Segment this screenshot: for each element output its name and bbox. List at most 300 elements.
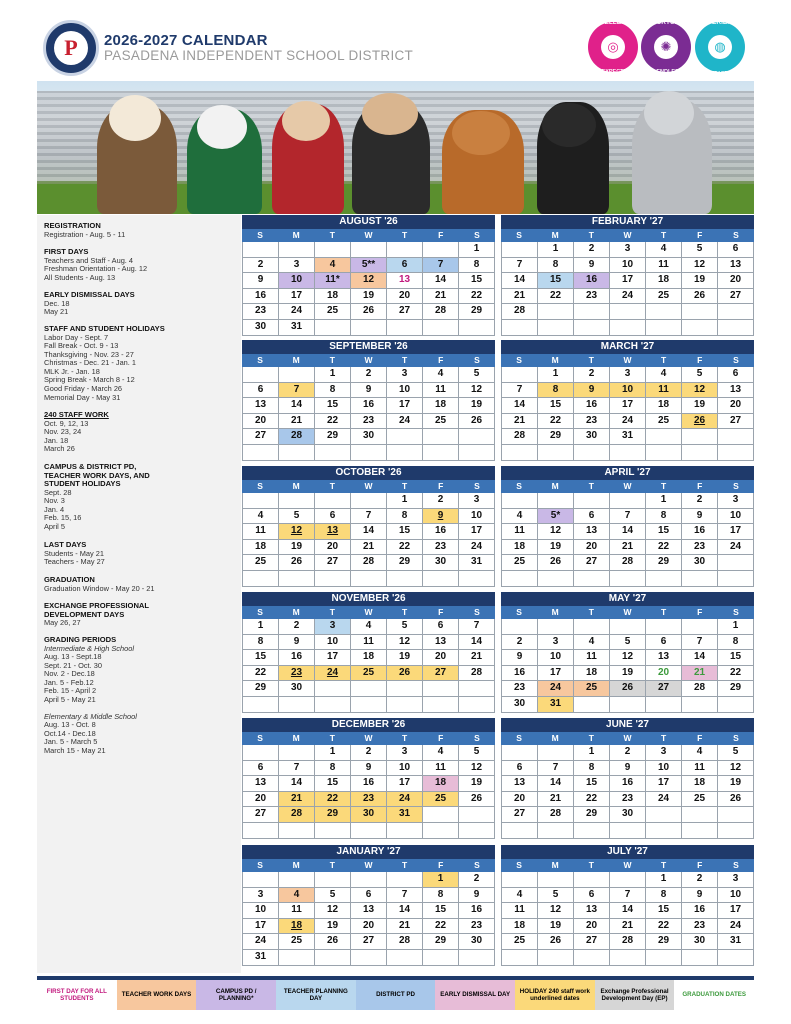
- section-line: MLK Jr. - Jan. 18: [44, 366, 100, 376]
- badge-bottom-text: THE EXTRAORDINARY: [695, 70, 745, 75]
- day-cell: 17: [610, 273, 646, 289]
- weekday-label: T: [402, 860, 408, 870]
- experience-badge: [695, 19, 745, 75]
- day-cell: [279, 445, 315, 461]
- day-cell: 15: [538, 273, 574, 289]
- section-line: Aug. 13 - Oct. 8: [44, 720, 96, 730]
- day-cell: 11*: [315, 273, 351, 289]
- week-row: [501, 823, 754, 839]
- day-cell: 6: [718, 367, 754, 383]
- weekday-label: W: [364, 355, 373, 365]
- day-cell: 15: [538, 398, 574, 414]
- day-cell: [279, 823, 315, 839]
- day-cell: 15: [646, 524, 682, 540]
- legend-campus-pd: CAMPUS PD / PLANNING*: [196, 980, 276, 1010]
- day-cell: 5*: [538, 509, 574, 525]
- day-cell: 11: [423, 761, 459, 777]
- day-cell: 7: [423, 258, 459, 274]
- day-cell: 21: [682, 666, 718, 682]
- section-heading: EXCHANGE PROFESSIONAL DEVELOPMENT DAYS: [44, 601, 149, 619]
- week-row: [242, 242, 495, 258]
- weekday-label: S: [474, 481, 480, 491]
- day-cell: 1: [315, 367, 351, 383]
- weekday-label: W: [623, 355, 632, 365]
- week-row: [501, 888, 754, 904]
- day-cell: 13: [574, 524, 610, 540]
- day-cell: [682, 429, 718, 445]
- day-cell: [610, 493, 646, 509]
- day-cell: 10: [718, 509, 754, 525]
- weekday-label: M: [551, 860, 559, 870]
- section-grading: [44, 636, 240, 756]
- weekday-label: W: [623, 607, 632, 617]
- day-cell: 4: [315, 258, 351, 274]
- day-cell: 11: [279, 903, 315, 919]
- day-cell: [242, 872, 279, 888]
- day-cell: 17: [718, 903, 754, 919]
- day-cell: 4: [423, 367, 459, 383]
- day-cell: [538, 619, 574, 635]
- week-row: [242, 524, 495, 540]
- weekday-label: T: [661, 481, 667, 491]
- section-heading: 240 STAFF WORK: [44, 410, 109, 419]
- day-cell: 16: [351, 398, 387, 414]
- day-cell: 26: [459, 414, 495, 430]
- section-line: Registration - Aug. 5 - 11: [44, 229, 126, 239]
- day-cell: 16: [501, 666, 538, 682]
- day-cell: 10: [387, 383, 423, 399]
- day-cell: 6: [423, 619, 459, 635]
- day-cell: 19: [682, 273, 718, 289]
- section-line: Oct.14 - Dec.18: [44, 728, 96, 738]
- week-row: [242, 429, 495, 445]
- day-cell: 23: [501, 681, 538, 697]
- week-row: [501, 950, 754, 966]
- section-line: Nov. 2 - Dec.18: [44, 669, 95, 679]
- day-cell: 9: [682, 509, 718, 525]
- day-cell: 31: [718, 934, 754, 950]
- day-cell: [423, 950, 459, 966]
- day-cell: 21: [610, 919, 646, 935]
- section-subheading: Elementary & Middle School: [44, 711, 137, 721]
- weekday-label: S: [257, 481, 263, 491]
- day-cell: 30: [279, 681, 315, 697]
- day-cell: 29: [574, 807, 610, 823]
- weekday-label: M: [292, 481, 300, 491]
- day-cell: 17: [387, 398, 423, 414]
- weekday-label: T: [588, 481, 594, 491]
- day-cell: 8: [315, 383, 351, 399]
- section-last-days: [44, 541, 240, 567]
- day-cell: 10: [242, 903, 279, 919]
- day-cell: [423, 429, 459, 445]
- day-cell: 25: [501, 555, 538, 571]
- section-heading: LAST DAYS: [44, 540, 87, 549]
- day-cell: 22: [646, 919, 682, 935]
- section-line: Dec. 18: [44, 298, 70, 308]
- day-cell: 9: [501, 650, 538, 666]
- day-cell: 12: [387, 635, 423, 651]
- day-cell: 13: [718, 258, 754, 274]
- day-cell: 4: [351, 619, 387, 635]
- day-cell: [646, 950, 682, 966]
- day-cell: 29: [387, 555, 423, 571]
- day-cell: 6: [501, 761, 538, 777]
- day-cell: 13: [718, 383, 754, 399]
- day-cell: 13: [646, 650, 682, 666]
- day-cell: 7: [351, 509, 387, 525]
- legend-holiday: HOLIDAY 240 staff work underlined dates: [515, 980, 595, 1010]
- day-cell: [718, 807, 754, 823]
- day-cell: 25: [315, 304, 351, 320]
- day-cell: 22: [423, 919, 459, 935]
- weekday-label: M: [292, 230, 300, 240]
- weekday-label: T: [588, 230, 594, 240]
- day-cell: 1: [387, 493, 423, 509]
- day-cell: [682, 950, 718, 966]
- day-cell: 29: [423, 934, 459, 950]
- week-row: [501, 242, 754, 258]
- day-cell: 19: [459, 776, 495, 792]
- planet-icon: ◍: [708, 35, 732, 59]
- day-cell: [718, 823, 754, 839]
- weekday-label: S: [516, 733, 522, 743]
- day-cell: 13: [242, 776, 279, 792]
- day-cell: 14: [610, 524, 646, 540]
- section-line: Thanksgiving - Nov. 23 - 27: [44, 349, 134, 359]
- day-cell: 4: [682, 745, 718, 761]
- day-cell: 5: [682, 242, 718, 258]
- section-line: April 5: [44, 521, 65, 531]
- week-row: [242, 367, 495, 383]
- day-cell: 21: [423, 289, 459, 305]
- day-cell: 26: [315, 934, 351, 950]
- weekday-label: F: [697, 355, 703, 365]
- day-cell: 28: [610, 934, 646, 950]
- section-line: March 15 - May 21: [44, 746, 106, 756]
- day-cell: 21: [538, 792, 574, 808]
- day-cell: 4: [242, 509, 279, 525]
- day-cell: 24: [459, 540, 495, 556]
- weekday-header: [242, 480, 495, 493]
- day-cell: 1: [646, 872, 682, 888]
- day-cell: 7: [610, 509, 646, 525]
- day-cell: [610, 320, 646, 336]
- weekday-label: F: [438, 481, 444, 491]
- week-row: [242, 289, 495, 305]
- day-cell: 9: [682, 888, 718, 904]
- day-cell: 27: [387, 304, 423, 320]
- day-cell: 26: [538, 934, 574, 950]
- day-cell: 2: [574, 242, 610, 258]
- day-cell: 23: [610, 792, 646, 808]
- day-cell: [610, 697, 646, 713]
- week-row: [242, 888, 495, 904]
- day-cell: [351, 571, 387, 587]
- weekday-label: W: [364, 733, 373, 743]
- day-cell: 7: [501, 258, 538, 274]
- badge-bottom-text: IS ENDLESS: [649, 69, 683, 75]
- weekday-label: W: [364, 607, 373, 617]
- day-cell: 15: [315, 398, 351, 414]
- weekday-label: W: [623, 481, 632, 491]
- day-cell: 31: [538, 697, 574, 713]
- weekday-label: T: [588, 607, 594, 617]
- weekday-label: M: [551, 230, 559, 240]
- weekday-header: [242, 732, 495, 745]
- weekday-label: M: [551, 481, 559, 491]
- day-cell: 17: [610, 398, 646, 414]
- month-calendar: [242, 340, 495, 461]
- day-cell: [315, 872, 351, 888]
- day-cell: 24: [315, 666, 351, 682]
- legend-teacher-planning: TEACHER PLANNING DAY: [276, 980, 356, 1010]
- week-row: [242, 666, 495, 682]
- weekday-label: M: [551, 733, 559, 743]
- day-cell: 17: [538, 666, 574, 682]
- week-row: [242, 872, 495, 888]
- day-cell: 14: [610, 903, 646, 919]
- day-cell: [315, 445, 351, 461]
- weekday-label: S: [733, 860, 739, 870]
- day-cell: 14: [501, 273, 538, 289]
- day-cell: 27: [423, 666, 459, 682]
- day-cell: 18: [423, 398, 459, 414]
- day-cell: 13: [315, 524, 351, 540]
- day-cell: 6: [718, 242, 754, 258]
- day-cell: 17: [242, 919, 279, 935]
- day-cell: [351, 681, 387, 697]
- day-cell: 25: [646, 289, 682, 305]
- day-cell: 14: [279, 776, 315, 792]
- day-cell: 5: [459, 745, 495, 761]
- day-cell: 5: [682, 367, 718, 383]
- day-cell: 20: [242, 792, 279, 808]
- day-cell: 11: [646, 383, 682, 399]
- weekday-label: S: [516, 355, 522, 365]
- section-line: Labor Day - Sept. 7: [44, 332, 109, 342]
- day-cell: 8: [387, 509, 423, 525]
- day-cell: 18: [646, 398, 682, 414]
- weekday-label: F: [697, 230, 703, 240]
- day-cell: 20: [423, 650, 459, 666]
- weekday-label: S: [733, 355, 739, 365]
- section-line: Teachers and Staff - Aug. 4: [44, 255, 134, 265]
- day-cell: 29: [242, 681, 279, 697]
- day-cell: 1: [574, 745, 610, 761]
- day-cell: 8: [315, 761, 351, 777]
- section-line: Spring Break - March 8 - 12: [44, 375, 135, 385]
- week-row: [501, 555, 754, 571]
- day-cell: [387, 429, 423, 445]
- week-row: [501, 304, 754, 320]
- day-cell: 20: [574, 540, 610, 556]
- day-cell: 8: [538, 383, 574, 399]
- day-cell: 12: [315, 903, 351, 919]
- day-cell: 1: [459, 242, 495, 258]
- day-cell: [646, 571, 682, 587]
- badge-top-text: EXCELLENCE: [591, 19, 635, 26]
- day-cell: [501, 320, 538, 336]
- day-cell: 13: [387, 273, 423, 289]
- day-cell: [387, 242, 423, 258]
- day-cell: [423, 807, 459, 823]
- day-cell: [538, 950, 574, 966]
- weekday-label: T: [402, 607, 408, 617]
- day-cell: 1: [538, 367, 574, 383]
- day-cell: 29: [646, 934, 682, 950]
- day-cell: 23: [574, 414, 610, 430]
- day-cell: 15: [387, 524, 423, 540]
- day-cell: 30: [351, 807, 387, 823]
- day-cell: 15: [718, 650, 754, 666]
- day-cell: 30: [242, 320, 279, 336]
- week-row: [501, 524, 754, 540]
- day-cell: 9: [242, 273, 279, 289]
- day-cell: 4: [646, 367, 682, 383]
- weekday-label: M: [292, 355, 300, 365]
- day-cell: [315, 493, 351, 509]
- week-row: [501, 807, 754, 823]
- day-cell: 14: [279, 398, 315, 414]
- day-cell: [423, 681, 459, 697]
- day-cell: [682, 320, 718, 336]
- day-cell: [682, 619, 718, 635]
- logo-letter: P: [54, 31, 88, 65]
- day-cell: 3: [718, 493, 754, 509]
- day-cell: 17: [279, 289, 315, 305]
- day-cell: 4: [423, 745, 459, 761]
- weekday-header: [242, 859, 495, 872]
- day-cell: [459, 571, 495, 587]
- day-cell: 20: [387, 289, 423, 305]
- weekday-label: F: [438, 607, 444, 617]
- day-cell: 1: [242, 619, 279, 635]
- day-cell: 21: [459, 650, 495, 666]
- day-cell: 6: [646, 635, 682, 651]
- day-cell: 18: [279, 919, 315, 935]
- day-cell: 20: [242, 414, 279, 430]
- day-cell: 30: [574, 429, 610, 445]
- day-cell: 11: [423, 383, 459, 399]
- day-cell: 14: [501, 398, 538, 414]
- day-cell: [501, 823, 538, 839]
- day-cell: 8: [423, 888, 459, 904]
- day-cell: 13: [501, 776, 538, 792]
- week-row: [501, 681, 754, 697]
- day-cell: 4: [501, 509, 538, 525]
- day-cell: [351, 320, 387, 336]
- section-line: Feb. 15 - April 2: [44, 686, 97, 696]
- day-cell: 7: [387, 888, 423, 904]
- weekday-header: [501, 859, 754, 872]
- section-registration: [44, 222, 240, 239]
- section-heading: FIRST DAYS: [44, 247, 89, 256]
- day-cell: 16: [242, 289, 279, 305]
- day-cell: 20: [718, 273, 754, 289]
- day-cell: 11: [646, 258, 682, 274]
- day-cell: 26: [387, 666, 423, 682]
- day-cell: 19: [279, 540, 315, 556]
- day-cell: [351, 242, 387, 258]
- day-cell: 16: [279, 650, 315, 666]
- month-calendar: [242, 215, 495, 336]
- week-row: [501, 320, 754, 336]
- weekday-label: T: [661, 230, 667, 240]
- day-cell: 17: [315, 650, 351, 666]
- section-line: Fall Break - Oct. 9 - 13: [44, 341, 119, 351]
- section-line: Teachers - May 27: [44, 557, 105, 567]
- day-cell: 4: [646, 242, 682, 258]
- week-row: [242, 761, 495, 777]
- day-cell: 18: [682, 776, 718, 792]
- day-cell: [574, 697, 610, 713]
- day-cell: 11: [682, 761, 718, 777]
- day-cell: 18: [574, 666, 610, 682]
- day-cell: 22: [315, 414, 351, 430]
- week-row: [501, 571, 754, 587]
- day-cell: 24: [610, 289, 646, 305]
- day-cell: 1: [538, 242, 574, 258]
- weekday-label: S: [733, 733, 739, 743]
- weekday-label: S: [474, 230, 480, 240]
- section-holidays: [44, 325, 240, 402]
- day-cell: 14: [423, 273, 459, 289]
- week-row: [501, 635, 754, 651]
- day-cell: 26: [682, 289, 718, 305]
- day-cell: 11: [501, 524, 538, 540]
- weekday-label: T: [402, 481, 408, 491]
- section-line: Jan. 5 - Feb.12: [44, 677, 94, 687]
- day-cell: 23: [682, 540, 718, 556]
- day-cell: 24: [242, 934, 279, 950]
- day-cell: 2: [242, 258, 279, 274]
- day-cell: [242, 571, 279, 587]
- day-cell: 14: [387, 903, 423, 919]
- day-cell: [315, 681, 351, 697]
- week-row: [501, 666, 754, 682]
- week-row: [501, 776, 754, 792]
- day-cell: [351, 697, 387, 713]
- day-cell: 2: [682, 872, 718, 888]
- day-cell: [279, 493, 315, 509]
- weekday-label: T: [588, 355, 594, 365]
- section-heading: CAMPUS & DISTRICT PD, TEACHER WORK DAYS, AND STUDENT HOLIDAYS: [44, 462, 150, 488]
- day-cell: 13: [351, 903, 387, 919]
- weekday-header: [501, 606, 754, 619]
- day-cell: 18: [501, 919, 538, 935]
- day-cell: 2: [279, 619, 315, 635]
- day-cell: 30: [682, 934, 718, 950]
- day-cell: 15: [423, 903, 459, 919]
- day-cell: [423, 445, 459, 461]
- day-cell: 31: [387, 807, 423, 823]
- day-cell: 16: [682, 903, 718, 919]
- day-cell: [574, 823, 610, 839]
- day-cell: 19: [315, 919, 351, 935]
- section-line: Sept. 28: [44, 487, 72, 497]
- day-cell: 4: [279, 888, 315, 904]
- day-cell: [610, 571, 646, 587]
- day-cell: 18: [351, 650, 387, 666]
- day-cell: [351, 493, 387, 509]
- day-cell: [315, 571, 351, 587]
- day-cell: [423, 697, 459, 713]
- day-cell: 24: [610, 414, 646, 430]
- day-cell: 3: [538, 635, 574, 651]
- day-cell: 10: [459, 509, 495, 525]
- day-cell: 22: [538, 414, 574, 430]
